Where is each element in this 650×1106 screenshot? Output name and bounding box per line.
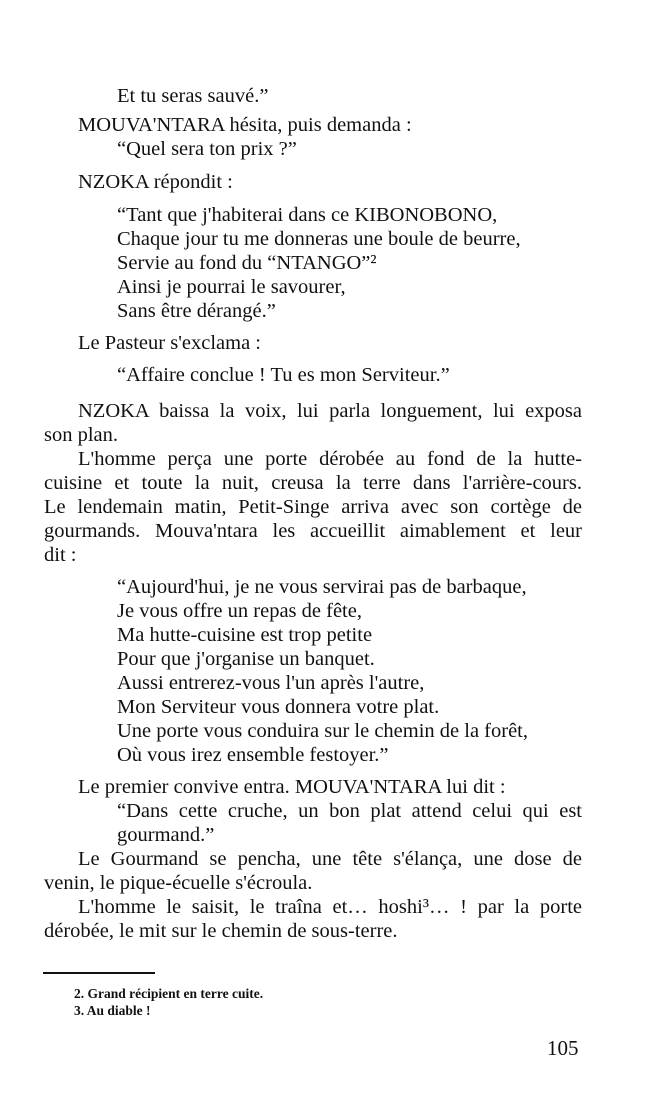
text-line: NZOKA baissa la voix, lui parla longuement, lui exposa: [78, 400, 582, 422]
text-line: venin, le pique-écuelle s'écroula.: [44, 872, 313, 894]
dialogue-line: Chaque jour tu me donneras une boule de beurre,: [117, 228, 521, 250]
dialogue-line: “Aujourd'hui, je ne vous servirai pas de barbaque,: [117, 576, 527, 598]
dialogue-line: Ma hutte-cuisine est trop petite: [117, 624, 373, 646]
dialogue-line: “Quel sera ton prix ?”: [117, 138, 297, 160]
dialogue-line: “Affaire conclue ! Tu es mon Serviteur.”: [117, 364, 450, 386]
text-line: L'homme perça une porte dérobée au fond de la hutte-: [78, 448, 582, 470]
text-line: MOUVA'NTARA hésita, puis demanda :: [78, 114, 412, 136]
dialogue-line: Ainsi je pourrai le savourer,: [117, 276, 346, 298]
text-line: dit :: [44, 544, 77, 566]
dialogue-line: Aussi entrerez-vous l'un après l'autre,: [117, 672, 425, 694]
text-line: dérobée, le mit sur le chemin de sous-terre.: [44, 920, 398, 942]
dialogue-line: gourmand.”: [117, 824, 215, 846]
text-line: Le Pasteur s'exclama :: [78, 332, 261, 354]
dialogue-line: Et tu seras sauvé.”: [117, 85, 269, 107]
text-line: NZOKA répondit :: [78, 171, 233, 193]
text-line: gourmands. Mouva'ntara les accueillit aimablement et leur: [44, 520, 582, 542]
dialogue-line: “Dans cette cruche, un bon plat attend celui qui est: [117, 800, 582, 822]
page-number: 105: [547, 1036, 579, 1060]
text-line: L'homme le saisit, le traîna et… hoshi³… ! par la porte: [78, 896, 582, 918]
footnote-3: 3. Au diable !: [74, 1003, 151, 1018]
text-line: Le premier convive entra. MOUVA'NTARA lui dit :: [78, 776, 506, 798]
dialogue-line: Une porte vous conduira sur le chemin de la forêt,: [117, 720, 529, 742]
text-line: cuisine et toute la nuit, creusa la terre dans l'arrière-cours.: [44, 472, 582, 494]
footnote-2: 2. Grand récipient en terre cuite.: [74, 986, 264, 1001]
dialogue-line: Pour que j'organise un banquet.: [117, 648, 375, 670]
dialogue-line: Sans être dérangé.”: [117, 300, 276, 322]
dialogue-line: Mon Serviteur vous donnera votre plat.: [117, 696, 440, 718]
dialogue-line: “Tant que j'habiterai dans ce KIBONOBONO,: [117, 204, 498, 226]
dialogue-line: Je vous offre un repas de fête,: [117, 600, 362, 622]
text-line: Le Gourmand se pencha, une tête s'élança, une dose de: [78, 848, 582, 870]
text-line: Le lendemain matin, Petit-Singe arriva avec son cortège de: [44, 496, 582, 518]
footnote-rule: [43, 972, 155, 974]
text-line: son plan.: [44, 424, 119, 446]
dialogue-line: Où vous irez ensemble festoyer.”: [117, 744, 389, 766]
dialogue-line: Servie au fond du “NTANGO”²: [117, 252, 377, 274]
